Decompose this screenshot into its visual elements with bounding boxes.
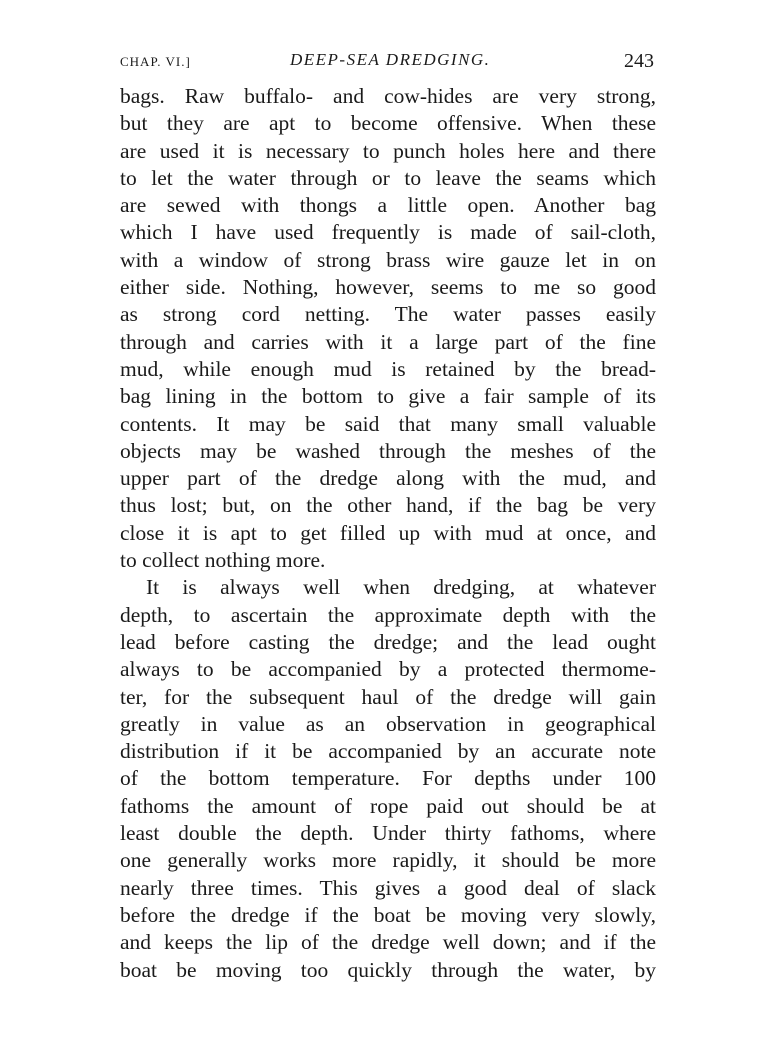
running-head <box>120 48 656 78</box>
text-line: ter, for the subsequent haul of the dredge will gain <box>120 684 656 709</box>
body-text <box>120 83 656 984</box>
text-line: bags. Raw buffalo- and cow-hides are very strong, <box>120 84 656 108</box>
text-line: least double the depth. Under thirty fathoms, where <box>120 821 656 846</box>
text-line: either side. Nothing, however, seems to me so good <box>120 275 656 300</box>
text-line: and keeps the lip of the dredge well down; and if the <box>120 930 656 955</box>
text-line: It is always well when dredging, at whatever <box>146 575 656 600</box>
text-line: one generally works more rapidly, it should be more <box>120 848 656 873</box>
text-line: greatly in value as an observation in geographical <box>120 711 656 736</box>
text-line: nearly three times. This gives a good deal of slack <box>120 875 656 900</box>
text-line: to collect nothing more. <box>120 548 326 573</box>
text-line: to let the water through or to leave the seams which <box>120 165 656 190</box>
text-line: as strong cord netting. The water passes easily <box>120 302 656 327</box>
text-line: fathoms the amount of rope paid out should be at <box>120 793 656 818</box>
text-line: depth, to ascertain the approximate depth with the <box>120 602 656 627</box>
text-line: which I have used frequently is made of sail-cloth, <box>120 220 656 245</box>
text-line: thus lost; but, on the other hand, if the bag be very <box>120 493 656 518</box>
page-number: 243 <box>624 50 654 72</box>
running-title: DEEP-SEA DREDGING. <box>290 50 491 69</box>
text-line: lead before casting the dredge; and the lead ought <box>120 629 656 654</box>
text-line: bag lining in the bottom to give a fair sample of its <box>120 384 656 409</box>
text-line: upper part of the dredge along with the mud, and <box>120 466 656 491</box>
chapter-label: CHAP. VI.] <box>120 54 191 69</box>
text-line: with a window of strong brass wire gauze let in on <box>120 247 656 272</box>
text-line: mud, while enough mud is retained by the bread- <box>120 356 656 381</box>
text-line: objects may be washed through the meshes of the <box>120 438 656 463</box>
text-line: are sewed with thongs a little open. Another bag <box>120 193 656 218</box>
text-line: boat be moving too quickly through the water, by <box>120 957 656 982</box>
text-line: through and carries with it a large part of the fine <box>120 329 656 354</box>
text-line: close it is apt to get filled up with mud at once, and <box>120 520 656 545</box>
text-line: but they are apt to become offensive. When these <box>120 111 656 136</box>
text-line: distribution if it be accompanied by an accurate note <box>120 739 656 764</box>
text-line: always to be accompanied by a protected thermome- <box>120 657 656 682</box>
text-line: contents. It may be said that many small valuable <box>120 411 656 436</box>
paragraph-1 <box>120 83 656 574</box>
text-line: are used it is necessary to punch holes here and there <box>120 138 656 163</box>
paragraph-2 <box>120 574 656 983</box>
text-line: of the bottom temperature. For depths under 100 <box>120 766 656 791</box>
text-line: before the dredge if the boat be moving very slowly, <box>120 902 656 927</box>
